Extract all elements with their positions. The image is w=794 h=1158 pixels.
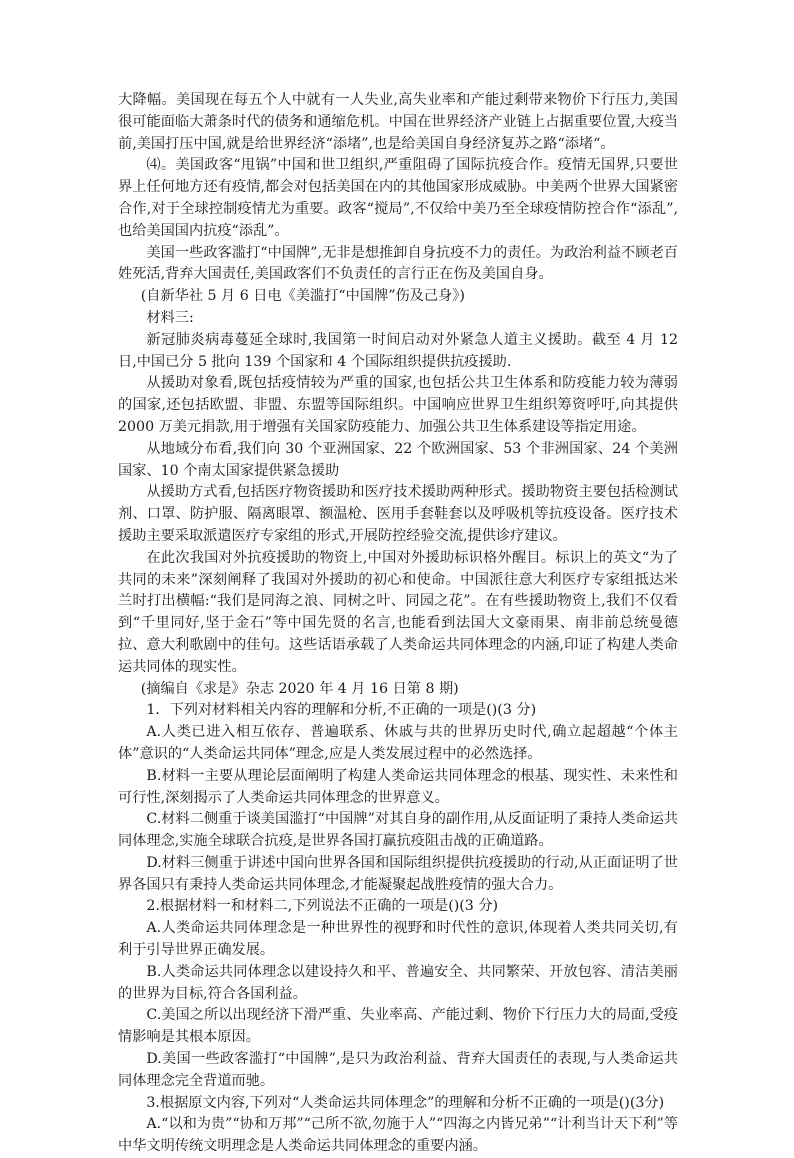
paragraph: 美国一些政客滥打“中国牌”,无非是想推卸自身抗疫不力的责任。为政治利益不顾老百姓死活,背弃大国责任,美国政客们不负责任的言行正在伤及美国自身。 [118, 244, 678, 283]
source-citation: (自新华社 5 月 6 日电《美滥打“中国牌”伤及己身》) [140, 288, 465, 305]
question-1-option-d: D.材料三侧重于讲述中国向世界各国和国际组织提供抗疫援助的行动,从正面证明了世界各国只有秉持人类命运共同体理念,才能凝聚起战胜疫情的强大合力。 [118, 854, 678, 893]
paragraph: 从援助方式看,包括医疗物资援助和医疗技术援助两种形式。援助物资主要包括检测试剂、口罩、防护服、隔离眼罩、额温枪、医用手套鞋套以及呼吸机等抗疫设备。医疗技术援助主要采取派遣医疗专家组的形式,开展防控经验交流,提供诊疗建议。 [118, 484, 678, 544]
paragraph: 新冠肺炎病毒蔓延全球时,我国第一时间启动对外紧急人道主义援助。截至 4 月 12 日,中国已分 5 批向 139 个国家和 4 个国际组织提供抗疫援助. [118, 331, 678, 370]
paragraph-continuation: 大降幅。美国现在每五个人中就有一人失业,高失业率和产能过剩带来物价下行压力,美国很可能面临大萧条时代的债务和通缩危机。中国在世界经济产业链上占据重要位置,大疫当前,美国打压中国,就是给世界经济“添堵”,也是给美国自身经济复苏之路“添堵“。 [118, 92, 678, 152]
paragraph: 在此次我国对外抗疫援助的物资上,中国对外援助标识格外醒目。标识上的英文“为了共同的未来”深刻阐释了我国对外援助的初心和使命。中国派往意大利医疗专家组抵达米兰时打出横幅:“我们是同海之浪、同树之叶、同园之花”。在有些援助物资上,我们不仅看到“千里同好,坚于金石”等中国先贤的名言,也能看到法国大文豪雨果、南非前总统曼德拉、意大利歌剧中的佳句。这些话语承载了人类命运共同体理念的内涵,印证了构建人类命运共同体的现实性。 [118, 549, 678, 675]
paragraph: 从援助对象看,既包括疫情较为严重的国家,也包括公共卫生体系和防疫能力较为薄弱的国家,还包括欧盟、非盟、东盟等国际组织。中国响应世界卫生组织筹资呼吁,向其提供 2000 万美元捐款,用于增强有关国家防疫能力、加强公共卫生体系建设等指定用途。 [118, 375, 678, 435]
question-2-option-a: A.人类命运共同体理念是一种世界性的视野和时代性的意识,体现着人类共同关切,有利于引导世界正确发展。 [118, 920, 678, 959]
paragraph-point-4: ⑷。美国政客“甩锅”中国和世卫组织,严重阻碍了国际抗疫合作。疫情无国界,只要世界上任何地方还有疫情,都会对包括美国在内的其他国家形成威胁。中美两个世界大国紧密合作,对于全球控制疫情尤为重要。政客“搅局”,不仅给中美乃至全球疫情防控合作“添乱”,也给美国国内抗疫“添乱”。 [118, 157, 678, 239]
question-1: 1．下列对材料相关内容的理解和分析,不正确的一项是()(3 分) [146, 702, 537, 719]
question-2-option-c: C.美国之所以出现经济下滑严重、失业率高、产能过剩、物价下行压力大的局面,受疫情影响是其根本原因。 [118, 1007, 678, 1046]
paragraph: 从地域分布看,我们向 30 个亚洲国家、22 个欧洲国家、53 个非洲国家、24 个美洲国家、10 个南太国家提供紧急援助 [118, 440, 678, 479]
material-heading: 材料三: [146, 309, 194, 326]
question-3-option-a: A.“以和为贵”“协和万邦”“己所不欲,勿施于人”“四海之内皆兄弟”“计利当计天下利”等中华文明传统文明理念是人类命运共同体理念的重要内涵。 [118, 1116, 679, 1155]
question-1-option-a: A.人类已进入相互依存、普遍联系、休戚与共的世界历史时代,确立起超越“个体主体”意识的“人类命运共同体”理念,应是人类发展过程中的必然选择。 [118, 724, 678, 762]
source-citation: (摘编自《求是》杂志 2020 年 4 月 16 日第 8 期) [140, 680, 459, 697]
question-1-option-c: C.材料二侧重于谈美国滥打“中国牌”对其自身的副作用,从反面证明了秉持人类命运共同体理念,实施全球联合抗疫,是世界各国打赢抗疫阻击战的正确道路。 [118, 811, 678, 850]
question-3: 3.根据原文内容,下列对“人类命运共同体理念”的理解和分析不正确的一项是()(3分) [146, 1094, 665, 1111]
question-2: 2.根据材料一和材料二,下列说法不正确的一项是()(3 分) [146, 898, 499, 915]
question-2-option-b: B.人类命运共同体理念以建设持久和平、普遍安全、共同繁荣、开放包容、清洁美丽的世界为目标,符合各国利益。 [118, 963, 678, 1002]
document-page [118, 90, 678, 1158]
question-2-option-d: D.美国一些政客滥打“中国牌”,是只为政治利益、背弃大国责任的表现,与人类命运共同体理念完全背道而驰。 [118, 1051, 678, 1089]
question-1-option-b: B.材料一主要从理论层面阐明了构建人类命运共同体理念的根基、现实性、未来性和可行性,深刻揭示了人类命运共同体理念的世界意义。 [118, 767, 678, 806]
